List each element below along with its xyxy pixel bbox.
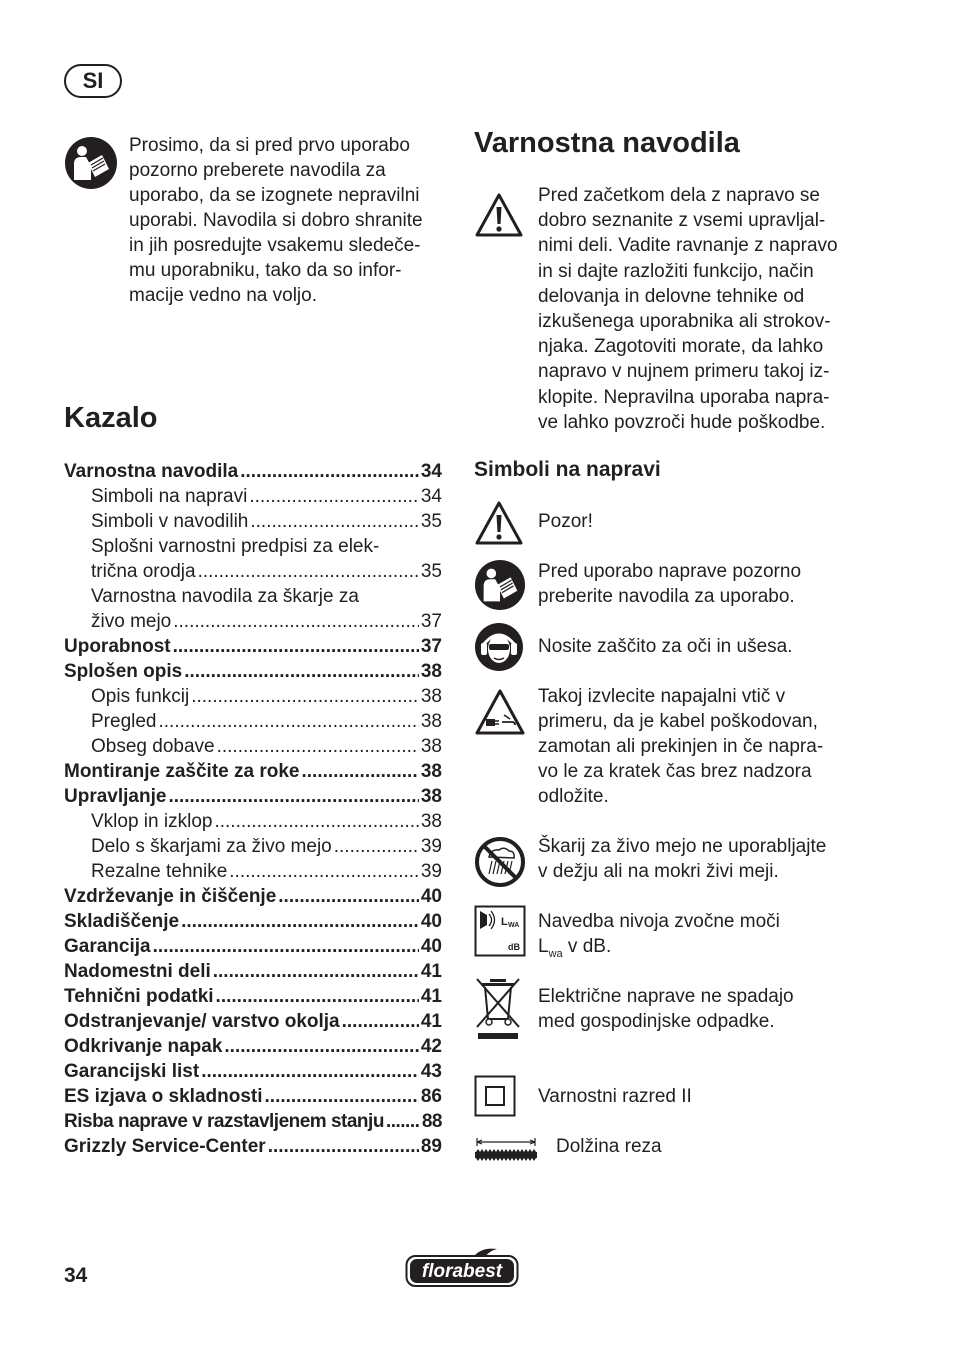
table-of-contents (64, 459, 442, 1159)
toc-entry-page: 38 (420, 711, 442, 732)
toc-entry (64, 884, 442, 909)
toc-entry-page: 40 (420, 886, 442, 907)
toc-entry (64, 1059, 442, 1084)
toc-entry-page: 38 (420, 811, 442, 832)
toc-entry (64, 809, 442, 834)
symbol-text-class-ii: Varnostni razred II (538, 1086, 692, 1107)
toc-entry (64, 1009, 442, 1034)
toc-entry (64, 634, 442, 659)
symbol-text-sound: Navedba nivoja zvočne moči $L_{wa}$ v dB. (538, 911, 780, 960)
toc-dot-leader (240, 459, 419, 484)
unplug-warning-icon (474, 688, 526, 736)
toc-dot-leader (342, 1009, 419, 1034)
toc-entry-label: Varnostna navodila (64, 461, 239, 482)
toc-entry-label: Splošen opis (64, 661, 183, 682)
read-manual-icon (64, 136, 118, 190)
toc-entry-page: 89 (420, 1136, 442, 1157)
toc-dot-leader (249, 484, 419, 509)
toc-entry (64, 909, 442, 934)
toc-entry-label: Garancijski list (64, 1061, 200, 1082)
toc-dot-leader (181, 909, 419, 934)
eye-ear-protection-icon (474, 622, 524, 672)
toc-entry-label: Upravljanje (64, 786, 167, 807)
toc-dot-leader (198, 559, 419, 584)
toc-entry (64, 984, 442, 1009)
safety-warning-text: Pred začetkom dela z napravo se dobro seznanite z vsemi upravljal- nimi deli. Vadite ravnanje z napravo in si dajte razložiti funkcijo, način delovanja in delovne tehnike od izkušenega uporabnika ali strokov- njaka. Zagotoviti morate, da lahko napravo v nujnem primeru takoj iz- klopite. Nepravilna uporaba napra- ve lahko povzroči hude poškodbe. (538, 185, 838, 433)
safety-title: Varnostna navodila (474, 127, 740, 159)
toc-entry-label: Splošni varnostni predpisi za elek- (91, 536, 380, 557)
toc-entry-page: 38 (420, 761, 442, 782)
toc-entry (64, 959, 442, 984)
toc-dot-leader (153, 934, 419, 959)
toc-dot-leader (224, 1034, 418, 1059)
intro-text: Prosimo, da si pred prvo uporabo pozorno preberete navodila za uporabo, da se izognete nepravilni uporabi. Navodila si dobro shranite in jih posredujte vsakemu sledeče- mu uporabniku, tako da so infor- macije vedno na voljo. (129, 135, 423, 306)
toc-entry-label: Montiranje zaščite za roke (64, 761, 300, 782)
symbol-text-protection: Nosite zaščito za oči in ušesa. (538, 636, 793, 657)
toc-dot-leader (159, 709, 419, 734)
toc-entry (64, 684, 442, 709)
toc-entry-page: 35 (420, 511, 442, 532)
toc-entry (64, 934, 442, 959)
florabest-logo (405, 1246, 519, 1288)
toc-entry-label: Uporabnost (64, 636, 171, 657)
toc-entry-label: ES izjava o skladnosti (64, 1086, 263, 1107)
toc-dot-leader (268, 1134, 419, 1159)
toc-entry-label: Obseg dobave (91, 736, 215, 757)
toc-entry (64, 1034, 442, 1059)
toc-entry-page: 38 (420, 661, 442, 682)
toc-entry (64, 759, 442, 784)
symbol-text-pozor: Pozor! (538, 511, 593, 532)
toc-entry-label: Odkrivanje napak (64, 1036, 223, 1057)
toc-entry-label: Skladiščenje (64, 911, 180, 932)
toc-dot-leader (184, 659, 419, 684)
toc-dot-leader (173, 609, 419, 634)
toc-entry-label: živo mejo (91, 611, 172, 632)
toc-entry-page: 42 (420, 1036, 442, 1057)
toc-dot-leader (173, 634, 419, 659)
toc-dot-leader (265, 1084, 419, 1109)
toc-entry-label: trična orodja (91, 561, 196, 582)
toc-entry-page: 38 (420, 736, 442, 757)
symbols-title: Simboli na napravi (474, 458, 661, 481)
sound-icon-label-db: dB (508, 942, 520, 952)
toc-entry-label: Rezalne tehnike (91, 861, 228, 882)
toc-entry-page: 34 (420, 461, 442, 482)
toc-entry-page: 40 (420, 936, 442, 957)
toc-dot-leader (213, 959, 419, 984)
toc-entry (64, 609, 442, 634)
toc-dot-leader (334, 834, 419, 859)
toc-entry (64, 459, 442, 484)
weee-bin-icon (474, 975, 522, 1041)
toc-dot-leader (250, 509, 419, 534)
read-manual-icon (474, 559, 526, 611)
class-ii-icon (474, 1075, 516, 1117)
logo-text: florabest (421, 1261, 503, 1282)
page-number: 34 (64, 1264, 88, 1287)
toc-dot-leader (168, 784, 418, 809)
no-rain-icon (474, 836, 526, 888)
toc-entry (64, 659, 442, 684)
toc-entry-label: Opis funkcij (91, 686, 190, 707)
sound-power-icon (474, 905, 526, 957)
toc-dot-leader (301, 759, 418, 784)
symbol-text-weee: Električne naprave ne spadajo med gospodinjske odpadke. (538, 986, 794, 1032)
toc-entry-label: Grizzly Service-Center (64, 1136, 266, 1157)
symbol-text-no-rain: Škarij za živo mejo ne uporabljajte v dežju ali na mokri živi meji. (538, 836, 827, 882)
toc-entry (64, 559, 442, 584)
toc-entry-page: 41 (420, 961, 442, 982)
toc-entry-label: Pregled (91, 711, 157, 732)
sound-icon-label-wa: WA (508, 922, 520, 929)
toc-dot-leader (201, 1059, 419, 1084)
language-badge: SI (64, 64, 122, 98)
toc-entry-page: 39 (420, 861, 442, 882)
toc-entry (64, 784, 442, 809)
toc-entry-label: Vklop in izklop (91, 811, 213, 832)
cutting-length-icon (474, 1134, 538, 1164)
symbol-text-read-manual: Pred uporabo naprave pozorno preberite navodila za uporabo. (538, 561, 802, 607)
toc-entry (64, 534, 442, 559)
toc-entry (64, 1134, 442, 1159)
toc-dot-leader (386, 1109, 420, 1134)
toc-entry-label: Risba naprave v razstavljenem stanju (64, 1111, 384, 1132)
toc-entry (64, 734, 442, 759)
toc-entry-label: Garancija (64, 936, 151, 957)
toc-entry-label: Simboli v navodilih (91, 511, 249, 532)
sound-icon-label-l: L (501, 916, 508, 928)
toc-entry-label: Nadomestni deli (64, 961, 211, 982)
toc-entry-page: 41 (420, 986, 442, 1007)
symbol-text-cutting-length: Dolžina reza (556, 1136, 662, 1157)
toc-dot-leader (278, 884, 419, 909)
toc-entry-page: 86 (420, 1086, 442, 1107)
toc-entry-label: Odstranjevanje/ varstvo okolja (64, 1011, 340, 1032)
toc-entry-page: 38 (420, 686, 442, 707)
toc-entry (64, 484, 442, 509)
toc-entry-page: 43 (420, 1061, 442, 1082)
warning-triangle-icon (474, 192, 524, 238)
toc-entry-page: 88 (421, 1111, 442, 1132)
toc-entry (64, 834, 442, 859)
toc-entry-page: 39 (420, 836, 442, 857)
toc-entry-label: Vzdrževanje in čiščenje (64, 886, 277, 907)
toc-entry-page: 41 (420, 1011, 442, 1032)
toc-entry-label: Tehnični podatki (64, 986, 214, 1007)
toc-entry (64, 584, 442, 609)
toc-entry (64, 1109, 442, 1134)
toc-entry-label: Delo s škarjami za živo mejo (91, 836, 332, 857)
symbol-text-unplug: Takoj izvlecite napajalni vtič v primeru, da je kabel poškodovan, zamotan ali prekinjen in če napra- vo le za kratek čas brez nadzora odložite. (538, 686, 824, 807)
warning-triangle-icon (474, 500, 524, 546)
toc-entry (64, 509, 442, 534)
toc-entry (64, 1084, 442, 1109)
toc-entry-page: 37 (420, 611, 442, 632)
toc-entry-page: 35 (420, 561, 442, 582)
toc-dot-leader (191, 684, 419, 709)
toc-dot-leader (216, 984, 419, 1009)
kazalo-title: Kazalo (64, 402, 158, 434)
toc-entry (64, 709, 442, 734)
toc-entry-page: 40 (420, 911, 442, 932)
toc-entry-page: 38 (420, 786, 442, 807)
toc-dot-leader (229, 859, 419, 884)
toc-entry-label: Varnostna navodila za škarje za (91, 586, 359, 607)
toc-entry (64, 859, 442, 884)
toc-entry-page: 37 (420, 636, 442, 657)
toc-dot-leader (214, 809, 418, 834)
toc-entry-page: 34 (420, 486, 442, 507)
toc-dot-leader (217, 734, 419, 759)
toc-entry-label: Simboli na napravi (91, 486, 248, 507)
